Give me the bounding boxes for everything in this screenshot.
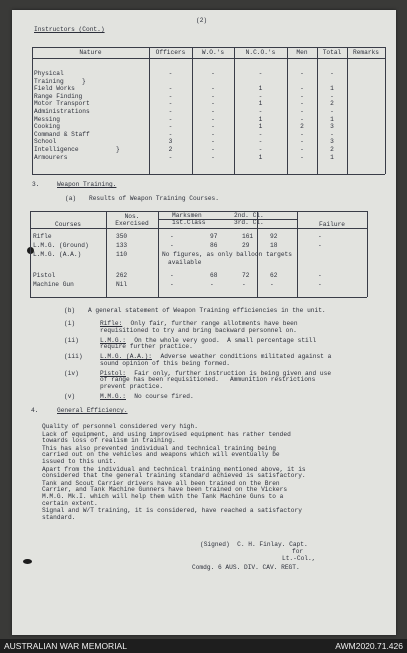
weapon-rule-bottom xyxy=(30,297,367,298)
instr-cell: - xyxy=(300,92,304,100)
item-number: (iv) xyxy=(64,369,79,377)
instr-cell: - xyxy=(258,130,263,138)
item-text: No course fired. xyxy=(134,393,194,401)
instr-cell: - xyxy=(211,100,215,108)
instr-cell: - xyxy=(300,108,304,115)
weapon-cell: 350 xyxy=(116,233,128,240)
instr-cell: 2 xyxy=(300,123,304,131)
section4-paragraph: Signal and W/T training, it is considered, have reached a satisfactory standard. xyxy=(42,507,302,521)
signature-rank: Lt.-Col., xyxy=(282,555,316,562)
weapon-cell: - xyxy=(318,233,322,240)
weapon-cell: 62 xyxy=(270,272,278,279)
instr-cell: - xyxy=(330,70,334,77)
weapon-cell: available xyxy=(168,259,202,266)
weapon-header-marksmen: Marksmen 1st.Class xyxy=(172,212,206,226)
item-heading: Rifle: xyxy=(100,320,123,327)
instr-cell: - xyxy=(258,70,263,77)
weapon-cell: - xyxy=(170,281,174,288)
instr-cell: - xyxy=(168,115,173,123)
weapon-cell: 110 xyxy=(116,251,128,258)
document-page xyxy=(12,10,396,635)
weapon-cell: 29 xyxy=(242,242,250,249)
instr-cell: - xyxy=(168,92,173,100)
item-number: (ii) xyxy=(64,336,79,344)
weapon-cell: - xyxy=(318,281,322,288)
instr-header: Total xyxy=(322,49,342,56)
weapon-cell: 18 xyxy=(270,242,278,249)
item-number: (i) xyxy=(64,320,76,327)
archive-footer xyxy=(0,639,407,653)
instr-cell: - xyxy=(211,70,215,77)
section4-paragraph: Apart from the individual and technical training mentioned above, it is considered that the general training standard achieved is satisfactory. xyxy=(42,465,306,480)
instr-cell: 2 xyxy=(330,100,334,108)
section3-title: Weapon Training. xyxy=(57,181,117,188)
instr-cell: 1 xyxy=(258,100,263,108)
instr-cell: 1 xyxy=(330,115,334,123)
weapon-cell: 97 xyxy=(210,233,218,240)
instr-cell: - xyxy=(258,146,263,153)
section4-paragraph: Quality of personnel considered very high. xyxy=(42,423,198,430)
instr-cell: - xyxy=(168,108,173,115)
item-heading: Pistol: xyxy=(100,369,126,377)
instr-cell: 1 xyxy=(330,153,334,161)
instr-cell-nature: Cooking xyxy=(34,123,60,131)
section4-title: General Efficiency. xyxy=(57,407,128,414)
weapon-cell: L.M.G. (Ground) xyxy=(33,242,89,249)
weapon-cell: - xyxy=(242,281,246,288)
section4-paragraph: Lack of equipment, and using improvised equipment has rather tended towards loss of realism in training. xyxy=(42,430,291,445)
weapon-col-rule xyxy=(158,211,159,297)
table-rule-bottom xyxy=(32,174,385,175)
instr-cell: - xyxy=(211,138,215,146)
weapon-cell: L.M.G. (A.A.) xyxy=(33,251,82,258)
weapon-cell: No figures, as only balloon targets xyxy=(162,251,292,258)
instr-cell: - xyxy=(211,123,215,131)
section4-paragraph: This has also prevented individual and technical training being carried out on the vehicles and weapons which will eventually be issued to this unit. xyxy=(42,444,280,465)
instr-cell: - xyxy=(258,92,263,100)
weapon-cell: 68 xyxy=(210,272,218,279)
weapon-header-nos: Nos. Exercised xyxy=(115,213,149,227)
instr-cell: - xyxy=(168,100,173,108)
instr-cell: 1 xyxy=(258,153,263,161)
item-text: Only fair, further range allotments have been requisitioned to try and bring backward personnel on. xyxy=(100,320,298,334)
instr-cell-nature: Messing xyxy=(34,115,60,123)
instr-cell: - xyxy=(168,123,173,131)
weapon-cell: - xyxy=(170,233,174,240)
table-rule-header xyxy=(32,58,385,59)
instr-header: W.O.'s xyxy=(201,49,225,56)
instr-cell: - xyxy=(168,70,173,77)
weapon-cell: Nil xyxy=(116,281,128,288)
instr-cell: 3 xyxy=(330,138,334,146)
weapon-cell: 86 xyxy=(210,242,218,249)
weapon-cell: 161 xyxy=(242,233,254,240)
sub-a-text: Results of Weapon Training Courses. xyxy=(89,195,219,202)
instr-cell-nature: Physical xyxy=(34,70,64,77)
signature-for: for xyxy=(292,548,304,555)
instr-cell: - xyxy=(300,85,304,93)
table-rule-top xyxy=(32,47,385,48)
instr-header: Men xyxy=(296,49,308,56)
instr-cell: - xyxy=(258,138,263,146)
weapon-cell: Machine Gun xyxy=(33,281,74,288)
weapon-cell: - xyxy=(170,272,174,279)
instr-cell-nature: Training xyxy=(34,77,64,85)
weapon-cell: - xyxy=(270,281,274,288)
instr-cell: - xyxy=(300,153,304,161)
instr-cell-nature: Field Works xyxy=(34,85,75,93)
instr-cell: 2 xyxy=(168,146,173,153)
instr-cell: - xyxy=(300,130,304,138)
weapon-header-courses: Courses xyxy=(55,221,81,228)
instr-cell: - xyxy=(300,100,304,108)
instr-cell: - xyxy=(300,146,304,153)
instr-cell: - xyxy=(211,115,215,123)
item-heading: M.M.G.: xyxy=(100,393,126,401)
instr-cell: - xyxy=(211,153,215,161)
instructors-heading: Instructors (Cont.) xyxy=(34,26,105,33)
instr-cell: - xyxy=(300,115,304,123)
instr-cell: - xyxy=(211,92,215,100)
weapon-cell: 262 xyxy=(116,272,128,279)
instr-header: Nature xyxy=(79,49,102,56)
instr-cell: - xyxy=(211,108,215,115)
instr-cell: - xyxy=(168,85,173,93)
instr-cell-nature: Range Finding xyxy=(34,92,83,100)
weapon-cell: 133 xyxy=(116,242,128,249)
instr-cell: - xyxy=(330,130,334,138)
instr-cell: 3 xyxy=(168,138,173,146)
weapon-header-failure: Failure xyxy=(319,221,345,228)
table-col-rule xyxy=(347,47,348,174)
instr-cell-nature: School xyxy=(34,138,57,146)
footer-institution: AUSTRALIAN WAR MEMORIAL xyxy=(4,641,127,651)
instr-cell: - xyxy=(168,153,173,161)
signature-signed: (Signed) C. H. Finlay. Capt. xyxy=(200,541,308,548)
weapon-cell: - xyxy=(210,281,214,288)
brace: } xyxy=(82,78,86,85)
instr-cell: - xyxy=(258,108,263,115)
instr-header: Officers xyxy=(155,49,186,56)
weapon-cell: Pistol xyxy=(33,272,56,279)
sub-b-text: A general statement of Weapon Training efficiencies in the unit. xyxy=(88,307,326,314)
signature-unit: Comdg. 6 AUS. DIV. CAV. REGT. xyxy=(192,564,300,571)
item-number: (iii) xyxy=(64,353,83,361)
instr-header: Remarks xyxy=(353,49,379,56)
weapon-col-rule xyxy=(367,211,368,297)
table-col-rule xyxy=(385,47,386,174)
instr-cell-nature: Command & Staff xyxy=(34,130,90,138)
sub-b-label: (b) xyxy=(64,307,76,314)
instr-cell: 1 xyxy=(258,115,263,123)
item-number: (v) xyxy=(64,393,76,401)
instr-cell-nature: Intelligence xyxy=(34,146,79,153)
section4-number: 4. xyxy=(31,407,39,414)
weapon-cell: 92 xyxy=(270,233,278,240)
instr-cell: - xyxy=(211,146,215,153)
weapon-cell: - xyxy=(318,272,322,279)
instr-cell-nature: Armourers xyxy=(34,153,68,161)
instr-cell: - xyxy=(211,85,215,93)
instr-header: N.C.O.'s xyxy=(245,49,276,56)
item-text: Adverse weather conditions militated against a sound opinion of this being formed. xyxy=(100,353,332,367)
section4-paragraph: Tank and Scout Carrier drivers have all been trained on the Bren Carrier, and Tank Machine Gunners have been trained on the Vickers M.M.G. Mk.I. which will help them with the Tank Machine Guns to a certain extent. xyxy=(42,479,288,507)
weapon-cell: Rifle xyxy=(33,233,52,240)
instr-cell: 2 xyxy=(330,146,334,153)
instr-cell: - xyxy=(330,108,334,115)
instr-cell: - xyxy=(300,70,304,77)
instr-cell: 1 xyxy=(330,85,334,93)
punch-hole-lower xyxy=(23,559,32,564)
item-text: On the whole very good. A small percentage still require further practice. xyxy=(100,336,317,351)
section3-number: 3. xyxy=(32,181,40,188)
item-heading: L.M.G.: xyxy=(100,336,126,344)
weapon-cell: - xyxy=(170,242,174,249)
instr-cell: - xyxy=(300,138,304,146)
item-heading: L.M.G. (A.A.): xyxy=(100,353,152,361)
instr-cell: 1 xyxy=(258,123,263,131)
sub-a-label: (a) xyxy=(65,195,77,202)
instr-cell: - xyxy=(330,92,334,100)
weapon-header-second: 2nd. Cl. 3rd. Cl. xyxy=(234,212,264,226)
instr-cell-nature: Administrations xyxy=(34,108,90,115)
page-number: (2) xyxy=(196,17,208,24)
instr-cell-nature: Motor Transport xyxy=(34,100,90,108)
brace: } xyxy=(116,146,120,153)
instr-cell: 1 xyxy=(258,85,263,93)
weapon-cell: 72 xyxy=(242,272,250,279)
instr-cell: 3 xyxy=(330,123,334,131)
instr-cell: - xyxy=(211,130,215,138)
instr-cell: - xyxy=(168,130,173,138)
footer-accession: AWM2020.71.426 xyxy=(335,641,403,651)
weapon-cell: - xyxy=(318,242,322,249)
table-col-rule xyxy=(32,47,33,174)
item-text: Fair only, further instruction is being given and use of range has been requisitioned. Ammunition restrictions prevent practice. xyxy=(100,369,332,390)
